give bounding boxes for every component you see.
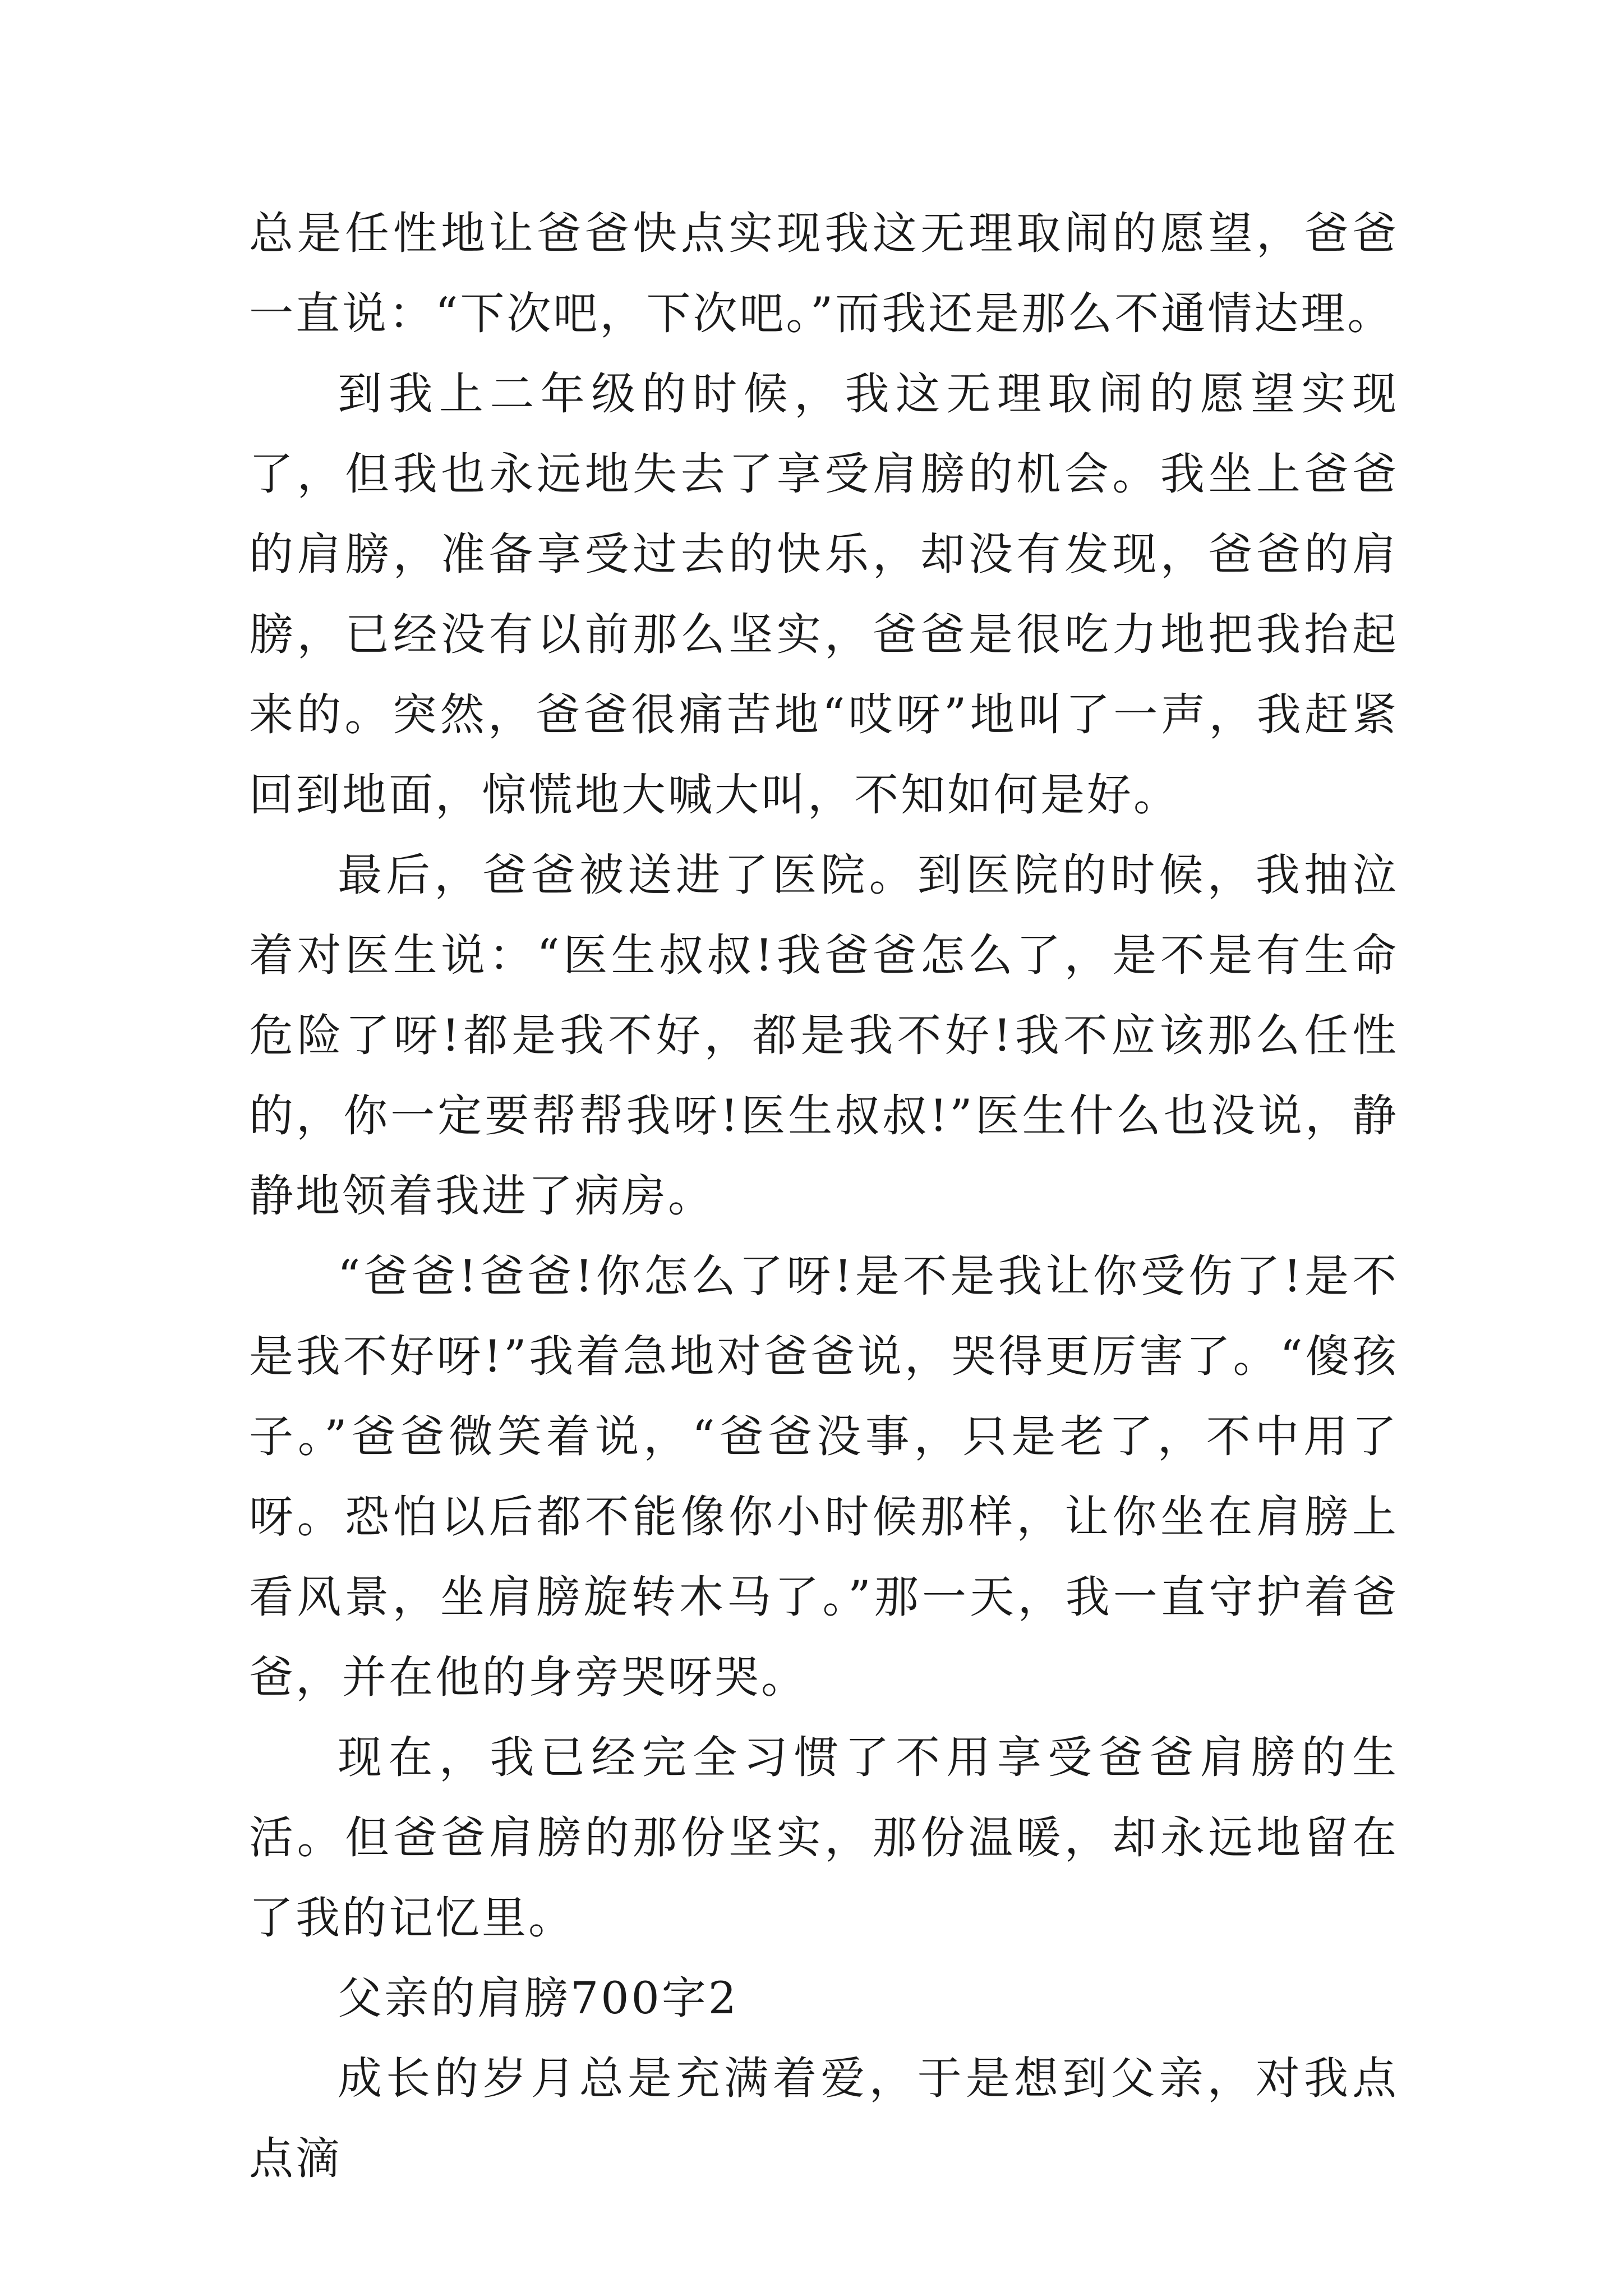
document-body [249,194,1399,2199]
paragraph-4: “爸爸!爸爸!你怎么了呀!是不是我让你受伤了!是不是我不好呀!”我着急地对爸爸说，哭得更厉害了。“傻孩子。”爸爸微笑着说，“爸爸没事，只是老了，不中用了呀。恐怕以后都不能像你小时候那样，让你坐在肩膀上看风景，坐肩膀旋转木马了。”那一天，我一直守护着爸爸，并在他的身旁哭呀哭。 [249,1250,1399,1703]
paragraph-3: 最后，爸爸被送进了医院。到医院的时候，我抽泣着对医生说：“医生叔叔!我爸爸怎么了，是不是有生命危险了呀!都是我不好，都是我不好!我不应该那么任性的，你一定要帮帮我呀!医生叔叔!”医生什么也没说，静静地领着我进了病房。 [249,849,1399,1222]
paragraph-6: 成长的岁月总是充满着爱，于是想到父亲，对我点点滴 [249,2053,1399,2184]
section-heading: 父亲的肩膀700字2 [338,1972,739,2024]
paragraph-5: 现在，我已经完全习惯了不用享受爸爸肩膀的生活。但爸爸肩膀的那份坚实，那份温暖，却永远地留在了我的记忆里。 [249,1732,1399,1944]
paragraph-2: 到我上二年级的时候，我这无理取闹的愿望实现了，但我也永远地失去了享受肩膀的机会。我坐上爸爸的肩膀，准备享受过去的快乐，却没有发现，爸爸的肩膀，已经没有以前那么坚实，爸爸是很吃力地把我抬起来的。突然，爸爸很痛苦地“哎呀”地叫了一声，我赶紧回到地面，惊慌地大喊大叫，不知如何是好。 [249,368,1399,821]
paragraph-1: 总是任性地让爸爸快点实现我这无理取闹的愿望，爸爸一直说：“下次吧，下次吧。”而我还是那么不通情达理。 [249,208,1399,339]
